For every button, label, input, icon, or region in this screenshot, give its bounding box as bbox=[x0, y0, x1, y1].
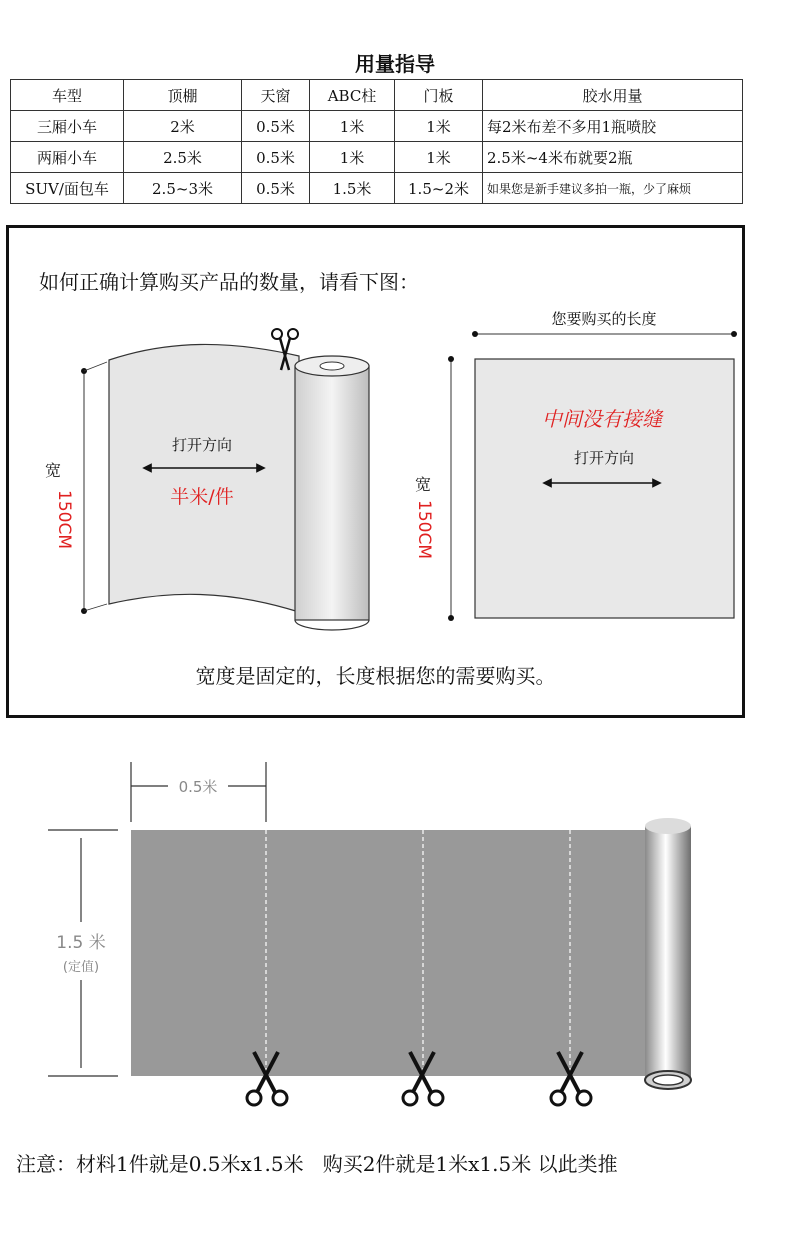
table-cell: 2.5米 bbox=[124, 142, 242, 173]
header-cell: 胶水用量 bbox=[483, 80, 743, 111]
unrolled-fabric bbox=[109, 344, 299, 612]
usage-guide-title: 用量指导 bbox=[355, 52, 435, 76]
header-cell: 车型 bbox=[11, 80, 124, 111]
table-cell: 如果您是新手建议多拍一瓶，少了麻烦 bbox=[483, 173, 743, 204]
purchase-guide-diagrams bbox=[9, 228, 742, 715]
sheet-width-label: 宽 bbox=[414, 475, 432, 494]
table-row bbox=[11, 173, 743, 204]
table-cell: 1.5~2米 bbox=[395, 173, 483, 204]
table-cell: 三厢小车 bbox=[11, 111, 124, 142]
open-direction-label: 打开方向 bbox=[171, 436, 233, 454]
header-cell: 天窗 bbox=[242, 80, 310, 111]
table-cell: 0.5米 bbox=[242, 173, 310, 204]
table-cell: 1.5米 bbox=[310, 173, 395, 204]
sheet-open-direction-label: 打开方向 bbox=[573, 449, 635, 467]
table-cell: 每2米布差不多用1瓶喷胶 bbox=[483, 111, 743, 142]
purchase-guide-heading: 如何正确计算购买产品的数量，请看下图： bbox=[39, 270, 419, 294]
fabric-sheet bbox=[475, 359, 734, 618]
fabric-roll-body bbox=[295, 366, 369, 620]
piece-length-label: 0.5米 bbox=[178, 778, 218, 796]
table-cell: 2.5米~4米布就要2瓶 bbox=[483, 142, 743, 173]
table-cell: 1米 bbox=[310, 142, 395, 173]
width-note: (定值) bbox=[62, 960, 100, 975]
roll-cylinder bbox=[645, 826, 691, 1080]
width-value: 150CM bbox=[54, 490, 74, 549]
purchase-note: 注意：材料1件就是0.5米x1.5米 购买2件就是1米x1.5米 以此类推 bbox=[16, 1152, 618, 1176]
table-cell: SUV/面包车 bbox=[11, 173, 124, 204]
table-cell: 0.5米 bbox=[242, 142, 310, 173]
header-cell: 门板 bbox=[395, 80, 483, 111]
fabric-panel bbox=[131, 830, 666, 1076]
header-cell: 顶棚 bbox=[124, 80, 242, 111]
table-row bbox=[11, 111, 743, 142]
sheet-width-value: 150CM bbox=[414, 500, 434, 559]
purchase-guide-panel bbox=[6, 225, 745, 718]
table-cell: 1米 bbox=[395, 111, 483, 142]
table-cell: 2.5~3米 bbox=[124, 173, 242, 204]
purchase-guide-footer: 宽度是固定的，长度根据您的需要购买。 bbox=[195, 664, 556, 688]
table-cell: 两厢小车 bbox=[11, 142, 124, 173]
table-cell: 1米 bbox=[395, 142, 483, 173]
header-cell: ABC柱 bbox=[310, 80, 395, 111]
seamless-label: 中间没有接缝 bbox=[542, 407, 662, 431]
unit-label: 半米/件 bbox=[170, 486, 234, 508]
length-label: 您要购买的长度 bbox=[551, 310, 657, 328]
table-row bbox=[11, 142, 743, 173]
roll-cut-diagram bbox=[0, 740, 790, 1130]
width-label: 1.5 米 bbox=[56, 933, 106, 953]
table-cell: 2米 bbox=[124, 111, 242, 142]
width-label: 宽 bbox=[44, 461, 62, 480]
usage-table bbox=[10, 79, 743, 204]
table-cell: 0.5米 bbox=[242, 111, 310, 142]
table-header-row bbox=[11, 80, 743, 111]
table-cell: 1米 bbox=[310, 111, 395, 142]
